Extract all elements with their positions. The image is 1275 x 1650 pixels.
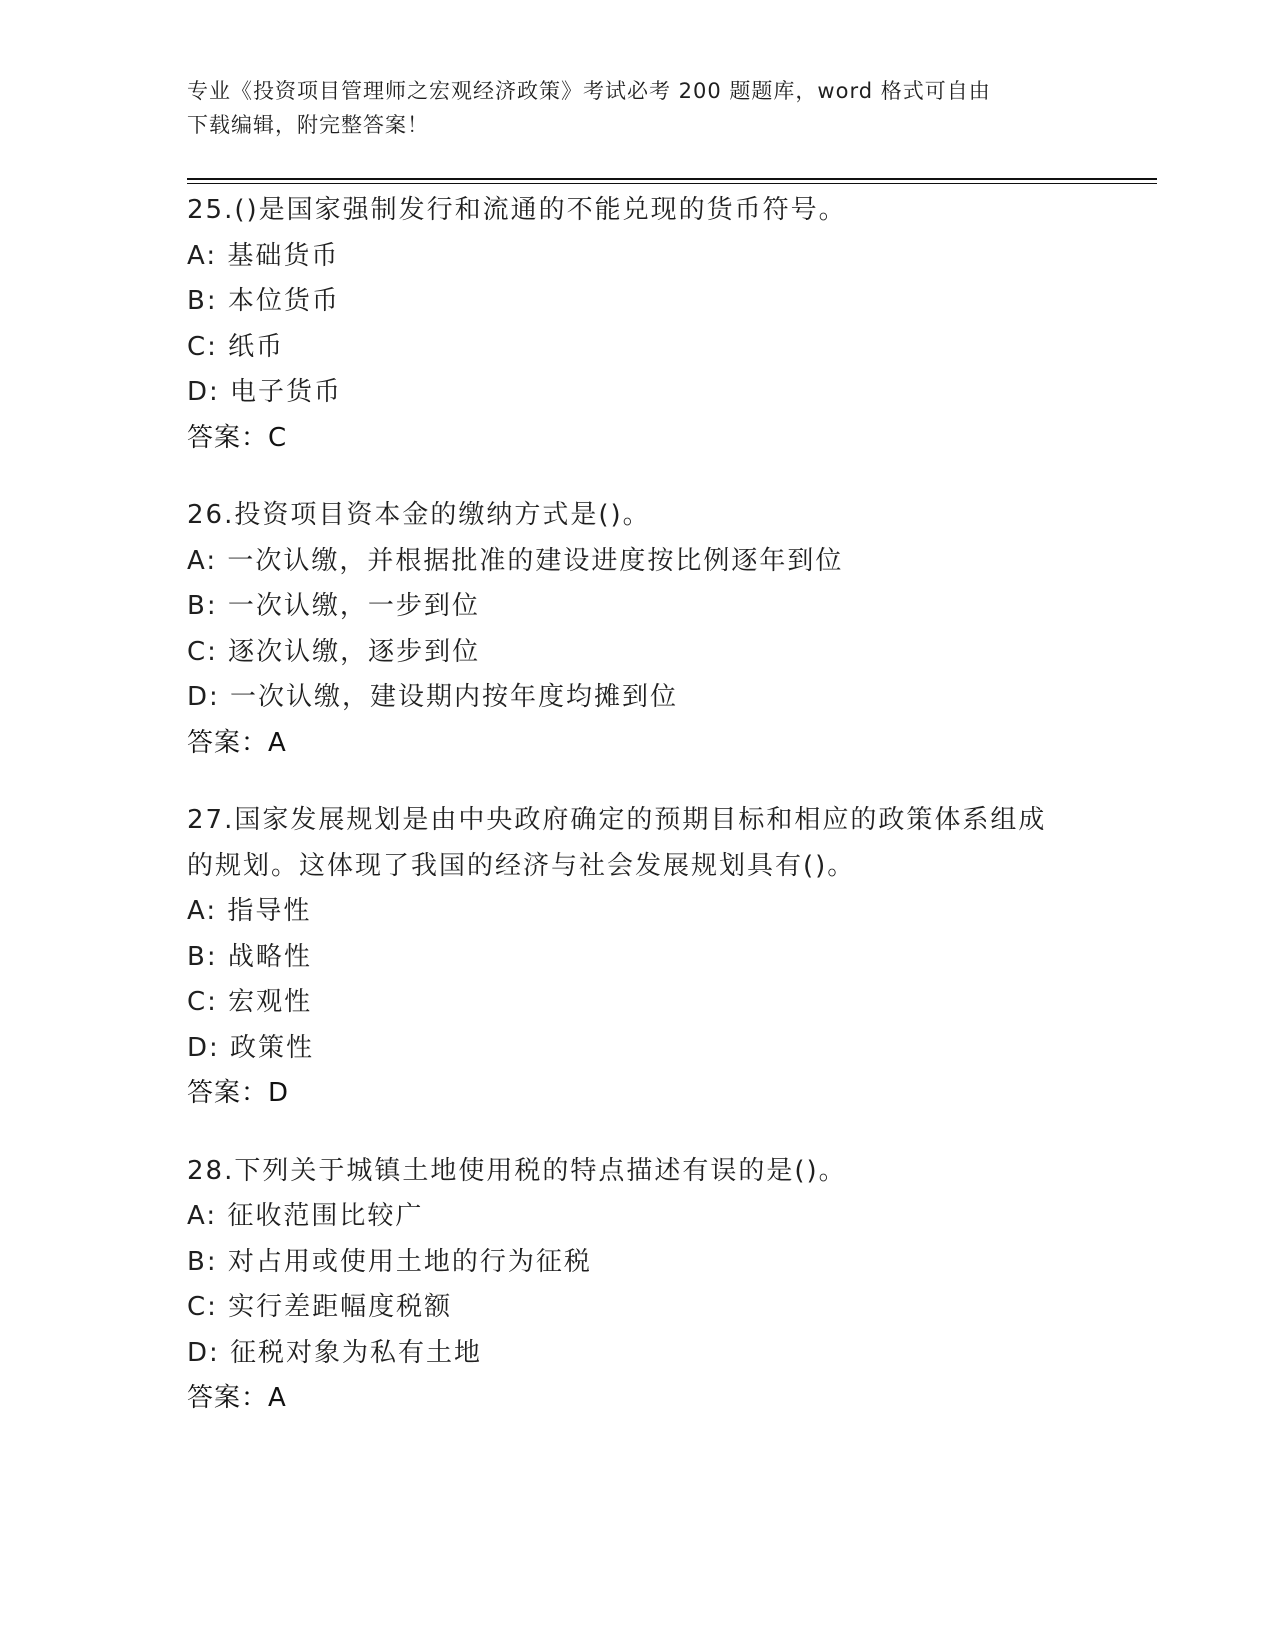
option-c: C: 纸币 [187, 331, 285, 362]
question-27 [187, 798, 1087, 1117]
question-list [187, 188, 1087, 1454]
option-d: D: 一次认缴，建设期内按年度均摊到位 [187, 682, 679, 712]
question-stem-line-2: 的规划。这体现了我国的经济与社会发展规划具有()。 [187, 850, 856, 881]
option-a: A: 征收范围比较广 [187, 1201, 424, 1231]
option-b: B: 一次认缴，一步到位 [187, 591, 480, 621]
question-stem: 25.()是国家强制发行和流通的不能兑现的货币符号。 [187, 195, 847, 225]
option-d: D: 征税对象为私有土地 [187, 1337, 483, 1368]
option-a: A: 指导性 [187, 896, 312, 926]
answer-label: 答案：A [187, 1383, 287, 1413]
header-line-1: 专业《投资项目管理师之宏观经济政策》考试必考 200 题题库，word 格式可自由 [187, 79, 991, 103]
question-stem: 26.投资项目资本金的缴纳方式是()。 [187, 500, 651, 530]
question-25 [187, 188, 1087, 461]
option-b: B: 本位货币 [187, 286, 340, 316]
option-c: C: 实行差距幅度税额 [187, 1292, 453, 1322]
option-a: A: 一次认缴，并根据批准的建设进度按比例逐年到位 [187, 545, 844, 576]
answer-label: 答案：C [187, 422, 288, 453]
answer-label: 答案：D [187, 1078, 290, 1108]
question-28 [187, 1149, 1087, 1422]
option-b: B: 战略性 [187, 941, 312, 972]
answer-label: 答案：A [187, 727, 287, 758]
option-c: C: 逐次认缴，逐步到位 [187, 636, 481, 667]
header-line-2: 下载编辑，附完整答案！ [187, 113, 429, 137]
document-header [187, 74, 1087, 142]
option-b: B: 对占用或使用土地的行为征税 [187, 1246, 592, 1277]
question-26 [187, 493, 1087, 766]
question-stem: 28.下列关于城镇土地使用税的特点描述有误的是()。 [187, 1155, 847, 1186]
option-c: C: 宏观性 [187, 987, 313, 1017]
option-d: D: 政策性 [187, 1032, 315, 1063]
header-divider-thick [187, 178, 1157, 180]
header-divider-thin [187, 183, 1157, 184]
option-d: D: 电子货币 [187, 377, 343, 407]
question-stem-line-1: 27.国家发展规划是由中央政府确定的预期目标和相应的政策体系组成 [187, 805, 1047, 835]
option-a: A: 基础货币 [187, 240, 340, 271]
